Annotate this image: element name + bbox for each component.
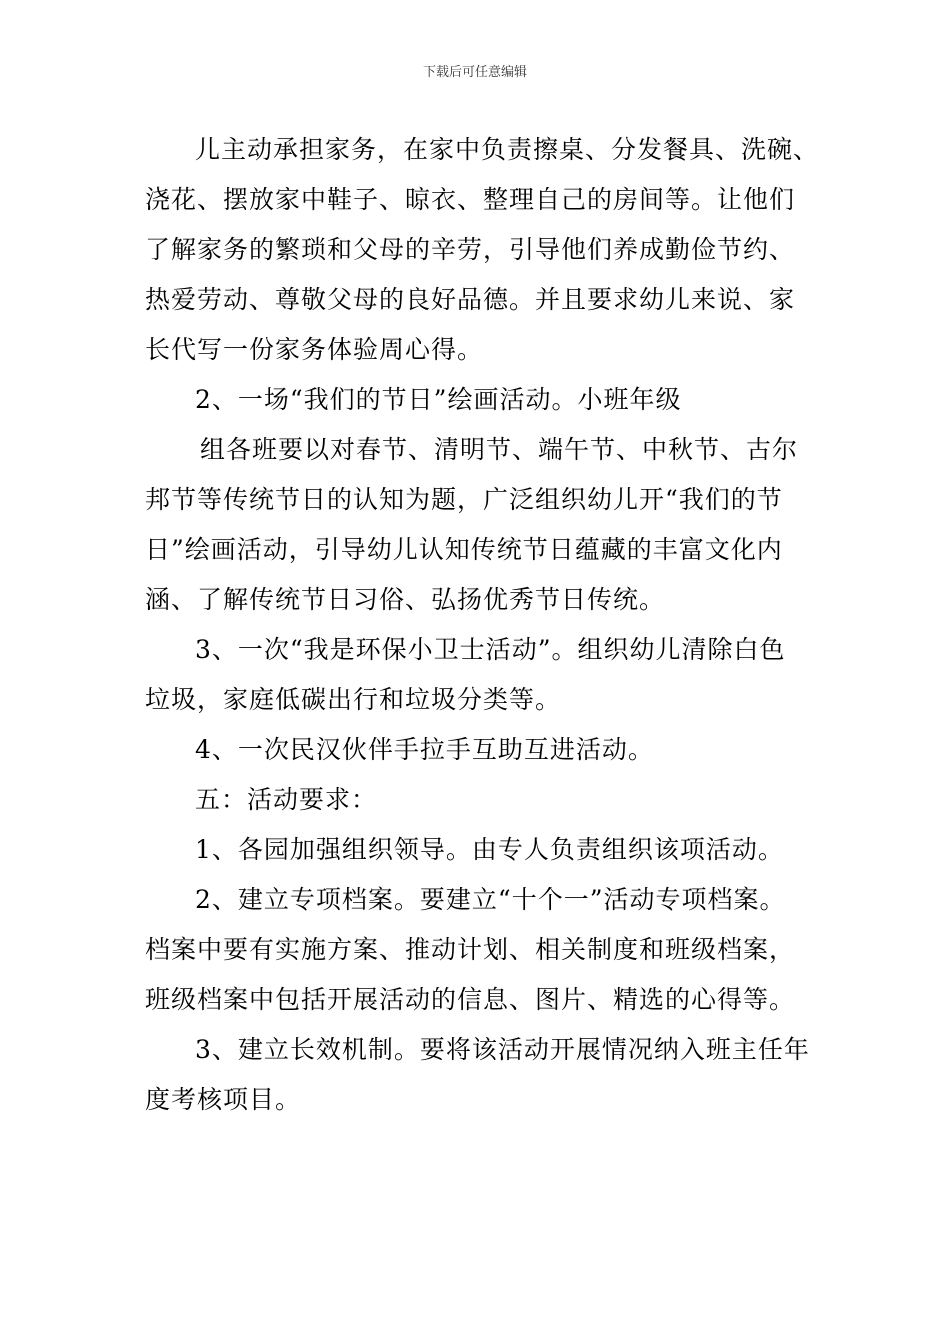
text-line: 档案中要有实施方案、推动计划、相关制度和班级档案，: [145, 935, 796, 964]
text-line: 组各班要以对春节、清明节、端午节、中秋节、古尔: [200, 435, 799, 464]
paragraph-requirement-2: [145, 875, 815, 1025]
text-line: 长代写一份家务体验周心得。: [145, 335, 484, 364]
text-line: 1、各园加强组织领导。由专人负责组织该项活动。: [195, 835, 784, 864]
text-line: 热爱劳动、尊敬父母的良好品德。并且要求幼儿来说、家: [145, 285, 796, 314]
paragraph-requirement-3: [145, 1025, 815, 1125]
text-line: 垃圾，家庭低碳出行和垃圾分类等。: [145, 685, 562, 714]
text-line: 五：活动要求：: [195, 785, 378, 814]
paragraph-household-chores: [145, 125, 820, 375]
section-heading-requirements: [145, 775, 815, 825]
text-line: 2、一场“我们的节日”绘画活动。小班年级: [195, 385, 682, 414]
text-line: 班级档案中包括开展活动的信息、图片、精选的心得等。: [145, 985, 796, 1014]
paragraph-requirement-1: [145, 825, 815, 875]
text-line: 3、一次“我是环保小卫士活动”。组织幼儿清除白色: [195, 635, 786, 664]
page-header-note: 下载后可任意编辑: [422, 65, 527, 80]
document-body: [145, 125, 820, 1125]
paragraph-item-3-environment: [145, 625, 815, 725]
text-line: 涵、了解传统节日习俗、弘扬优秀节日传统。: [145, 585, 666, 614]
text-line: 3、建立长效机制。要将该活动开展情况纳入班主任年: [195, 1035, 810, 1064]
paragraph-festival-description: [145, 425, 815, 625]
text-line: 邦节等传统节日的认知为题，广泛组织幼儿开“我们的节: [145, 485, 783, 514]
text-line: 度考核项目。: [145, 1085, 302, 1114]
paragraph-item-4-partners: [145, 725, 815, 775]
paragraph-item-2-painting: [145, 375, 815, 425]
text-line: 儿主动承担家务，在家中负责擦桌、分发餐具、洗碗、: [195, 135, 820, 164]
text-line: 4、一次民汉伙伴手拉手互助互进活动。: [195, 735, 654, 764]
text-line: 2、建立专项档案。要建立“十个一”活动专项档案。: [195, 885, 786, 914]
text-line: 了解家务的繁琐和父母的辛劳，引导他们养成勤俭节约、: [145, 235, 796, 264]
text-line: 浇花、摆放家中鞋子、晾衣、整理自己的房间等。让他们: [145, 185, 796, 214]
text-line: 日”绘画活动，引导幼儿认知传统节日蕴藏的丰富文化内: [145, 535, 783, 564]
